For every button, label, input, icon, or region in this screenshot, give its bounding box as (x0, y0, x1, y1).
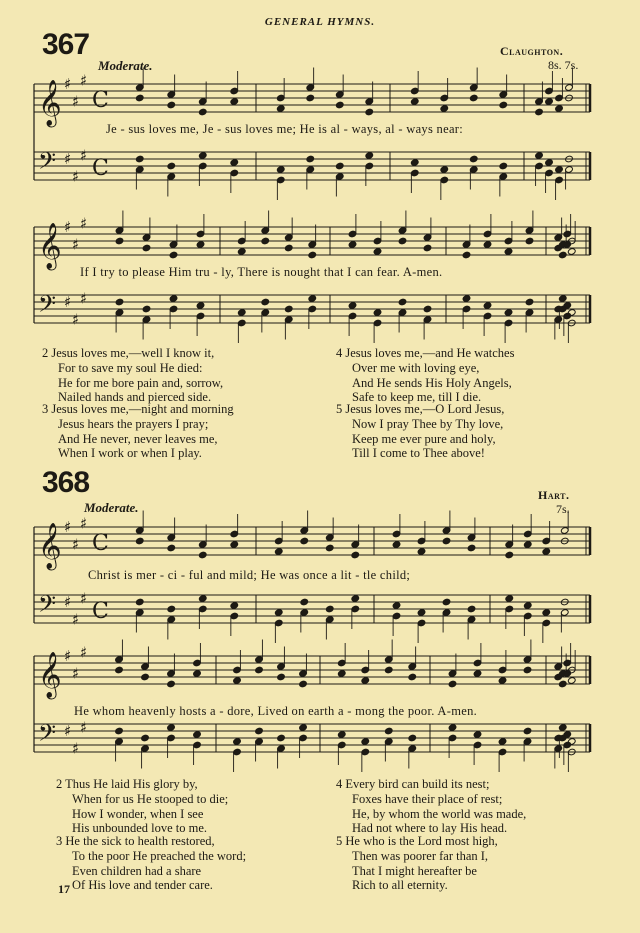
note-head (483, 241, 492, 249)
verse-line: Even children had a share (72, 863, 202, 878)
note-head (558, 295, 567, 303)
note-head (198, 551, 207, 559)
note-head (198, 595, 207, 603)
note-head (365, 108, 374, 116)
verse-number: 2 (42, 346, 49, 360)
note-head (308, 295, 317, 303)
note-head (230, 98, 239, 106)
sharp-icon: ♯ (64, 150, 72, 168)
note-head (467, 605, 476, 613)
verse-line: Had not where to lay His head. (352, 821, 508, 836)
note-head (392, 541, 401, 549)
note-head (167, 724, 176, 732)
note-head (115, 727, 124, 735)
bass-clef-icon: 𝄢 (38, 290, 57, 323)
sharp-icon: ♯ (64, 75, 72, 93)
note-head (135, 537, 144, 545)
verse-line: Now I pray Thee by Thy love, (352, 416, 504, 431)
verse-number: 5 (336, 834, 343, 848)
note-head (555, 105, 564, 113)
note-head (135, 94, 144, 102)
note-head (473, 731, 482, 739)
note-head (167, 544, 176, 552)
note-head (230, 602, 239, 610)
note-head (525, 298, 534, 306)
note-head (408, 673, 417, 681)
verse-line: 5 He who is the Lord most high, (336, 834, 498, 848)
note-head (284, 305, 293, 313)
sharp-icon: ♯ (80, 146, 88, 165)
tempo-marking: Moderate. (98, 58, 153, 73)
note-head (417, 609, 426, 617)
note-head (442, 537, 451, 545)
note-head (558, 680, 567, 688)
note-head (567, 677, 576, 685)
verse (336, 402, 504, 461)
note-head (337, 731, 346, 739)
verse-line: Till I come to Thee above! (352, 446, 485, 461)
note-head (300, 537, 309, 545)
note-head (233, 677, 242, 685)
note-head (558, 724, 567, 732)
common-time-icon: C (92, 88, 109, 113)
note-head (398, 237, 407, 245)
note-head (325, 544, 334, 552)
verse-line: And He sends His Holy Angels, (352, 375, 512, 390)
note-head (169, 295, 178, 303)
note-head (255, 727, 264, 735)
note-head (300, 598, 309, 606)
note-head (398, 298, 407, 306)
verse (336, 777, 526, 836)
note-head (567, 248, 576, 256)
verse-line: Keep me ever pure and holy, (352, 431, 496, 446)
note-head (167, 162, 176, 170)
verse-line: Then was poorer far than I, (352, 848, 489, 863)
sharp-icon: ♯ (80, 289, 88, 308)
note-head (417, 548, 426, 556)
lyric-line: Christ is mer - ci - ful and mild; He was once a lit - tle child; (88, 568, 411, 582)
verse-line: To the poor He preached the word; (72, 848, 247, 863)
note-head (135, 598, 144, 606)
verse-line: 4 Jesus loves me,—and He watches (336, 346, 515, 360)
note-head (255, 666, 264, 674)
note-head (230, 541, 239, 549)
note-head (542, 548, 551, 556)
verse-line: When for us He stooped to die; (72, 791, 229, 806)
note-head (440, 166, 449, 174)
verse (42, 346, 223, 405)
note-head (261, 237, 270, 245)
note-head (198, 152, 207, 160)
note-head (142, 305, 151, 313)
verse-number: 4 (336, 777, 343, 791)
meter: 7s. (556, 502, 570, 516)
sharp-icon: ♯ (72, 610, 80, 629)
note-head (498, 677, 507, 685)
note-head (115, 298, 124, 306)
note-head (115, 237, 124, 245)
note-head (542, 609, 551, 617)
verse-line: Nailed hands and pierced side. (58, 390, 212, 405)
note-head (196, 302, 205, 310)
sharp-icon: ♯ (72, 92, 80, 111)
note-head (410, 98, 419, 106)
running-header: GENERAL HYMNS. (264, 16, 376, 28)
verse-line: Rich to all eternity. (352, 878, 448, 893)
note-head (523, 541, 532, 549)
note-head (325, 605, 334, 613)
sharp-icon: ♯ (64, 647, 72, 665)
note-head (193, 731, 202, 739)
verse-line: 3 Jesus loves me,—night and morning (42, 402, 234, 416)
note-head (384, 666, 393, 674)
note-head (142, 244, 151, 252)
note-head (141, 734, 150, 742)
note-head (523, 666, 532, 674)
music-system (30, 71, 598, 206)
note-head (169, 251, 178, 259)
verse-line: That I might hereafter be (352, 863, 477, 878)
note-head (563, 302, 572, 310)
note-head (499, 162, 508, 170)
verse-line: 4 Every bird can build its nest; (336, 777, 490, 791)
note-head (167, 605, 176, 613)
verse-line: Jesus hears the prayers I pray; (58, 416, 209, 431)
verse-line: He for me bore pain and, sorrow, (58, 375, 224, 390)
treble-clef-icon: 𝄞 (38, 80, 62, 126)
tempo-marking: Moderate. (84, 500, 139, 515)
note-head (448, 680, 457, 688)
note-head (373, 309, 382, 317)
note-head (274, 548, 283, 556)
lyric-line: He whom heavenly hosts a - dore, Lived on earth a - mong the poor. A-men. (74, 704, 478, 718)
note-head (545, 159, 554, 167)
meter: 8s. 7s. (548, 58, 579, 72)
verse-line: When I work or when I play. (58, 446, 202, 461)
note-head (276, 105, 285, 113)
verse-line: Safe to keep me, till I die. (352, 390, 482, 405)
note-head (274, 609, 283, 617)
note-head (373, 248, 382, 256)
verse-line: 5 Jesus loves me,—O Lord Jesus, (336, 402, 505, 416)
note-head (462, 251, 471, 259)
sharp-icon: ♯ (80, 214, 88, 233)
note-head (276, 166, 285, 174)
verse-number: 3 (42, 402, 49, 416)
note-head (284, 244, 293, 252)
bass-clef-icon: 𝄢 (38, 147, 57, 180)
sharp-icon: ♯ (64, 593, 72, 611)
treble-clef-icon: 𝄞 (38, 652, 62, 698)
verse-line: 3 He the sick to health restored, (56, 834, 215, 848)
hymn-number: 367 (42, 28, 90, 61)
note-head (483, 302, 492, 310)
common-time-icon: C (92, 156, 109, 181)
note-head (351, 595, 360, 603)
sharp-icon: ♯ (72, 535, 80, 554)
sharp-icon: ♯ (80, 718, 88, 737)
note-head (523, 602, 532, 610)
note-head (230, 159, 239, 167)
note-head (277, 673, 286, 681)
note-head (567, 738, 576, 746)
note-head (237, 248, 246, 256)
common-time-icon: C (92, 531, 109, 556)
note-head (167, 680, 176, 688)
tune-name: Hart. (538, 488, 570, 502)
lyric-line: Je - sus loves me, Je - sus loves me; He is al - ways, al - ways near: (106, 122, 464, 136)
verse-line: And He never, never leaves me, (58, 431, 218, 446)
note-head (261, 298, 270, 306)
treble-clef-icon: 𝄞 (38, 223, 62, 269)
note-head (277, 734, 286, 742)
note-head (299, 680, 308, 688)
note-head (365, 152, 374, 160)
bass-clef-icon: 𝄢 (38, 719, 57, 752)
note-head (233, 738, 242, 746)
sharp-icon: ♯ (72, 310, 80, 329)
note-head (563, 731, 572, 739)
note-head (306, 94, 315, 102)
note-head (469, 94, 478, 102)
note-head (141, 673, 150, 681)
note-head (308, 251, 317, 259)
note-head (523, 727, 532, 735)
note-head (505, 595, 514, 603)
verse-line: Foxes have their place of rest; (352, 791, 503, 806)
note-head (193, 670, 202, 678)
note-head (467, 544, 476, 552)
note-head (558, 251, 567, 259)
note-head (392, 602, 401, 610)
note-head (306, 155, 315, 163)
note-head (525, 237, 534, 245)
tune-name: Claughton. (500, 44, 564, 58)
common-time-icon: C (92, 599, 109, 624)
sharp-icon: ♯ (64, 218, 72, 236)
note-head (498, 738, 507, 746)
treble-clef-icon: 𝄞 (38, 523, 62, 569)
sharp-icon: ♯ (80, 514, 88, 533)
note-head (440, 105, 449, 113)
note-head (442, 598, 451, 606)
note-head (351, 551, 360, 559)
sharp-icon: ♯ (64, 293, 72, 311)
verse-line: His unbounded love to me. (72, 821, 208, 836)
note-head (299, 724, 308, 732)
note-head (545, 98, 554, 106)
verse-line: Over me with loving eye, (352, 360, 480, 375)
note-head (335, 101, 344, 109)
note-head (361, 677, 370, 685)
sharp-icon: ♯ (80, 643, 88, 662)
note-head (410, 159, 419, 167)
bass-clef-icon: 𝄢 (38, 590, 57, 623)
note-head (567, 309, 576, 317)
note-head (361, 738, 370, 746)
verse-number: 5 (336, 402, 343, 416)
note-head (196, 241, 205, 249)
verse (56, 834, 246, 893)
note-head (198, 108, 207, 116)
note-head (348, 241, 357, 249)
page-number: 17 (58, 882, 70, 896)
note-head (423, 244, 432, 252)
note-head (423, 305, 432, 313)
verse (56, 777, 228, 836)
verse-line: 2 Jesus loves me,—well I know it, (42, 346, 215, 360)
note-head (504, 309, 513, 317)
sharp-icon: ♯ (72, 739, 80, 758)
verse-number: 4 (336, 346, 343, 360)
verse-number: 3 (56, 834, 63, 848)
note-head (535, 152, 544, 160)
note-head (448, 724, 457, 732)
hymn-number: 368 (42, 466, 90, 499)
verse (336, 834, 498, 893)
note-head (135, 155, 144, 163)
note-head (499, 101, 508, 109)
note-head (462, 295, 471, 303)
note-head (115, 666, 124, 674)
verse-number: 2 (56, 777, 63, 791)
sharp-icon: ♯ (72, 167, 80, 186)
sharp-icon: ♯ (80, 71, 88, 90)
lyric-line: If I try to please Him tru - ly, There is nought that I can fear. A-men. (80, 265, 443, 279)
verse-line: For to save my soul He died: (58, 360, 203, 375)
sharp-icon: ♯ (64, 518, 72, 536)
note-head (384, 727, 393, 735)
note-head (469, 155, 478, 163)
sharp-icon: ♯ (72, 235, 80, 254)
sharp-icon: ♯ (72, 664, 80, 683)
verse-line: 2 Thus He laid His glory by, (56, 777, 198, 791)
music-system (30, 214, 598, 347)
note-head (335, 162, 344, 170)
note-head (504, 248, 513, 256)
sharp-icon: ♯ (64, 722, 72, 740)
note-head (555, 166, 564, 174)
note-head (348, 302, 357, 310)
verse (42, 402, 234, 461)
note-head (535, 108, 544, 116)
verse-line: Of His love and tender care. (72, 878, 213, 893)
note-head (237, 309, 246, 317)
verse-line: How I wonder, when I see (72, 806, 204, 821)
sharp-icon: ♯ (80, 589, 88, 608)
note-head (408, 734, 417, 742)
verse (336, 346, 514, 405)
verse-line: He, by whom the world was made, (352, 806, 527, 821)
note-head (473, 670, 482, 678)
note-head (337, 670, 346, 678)
note-head (505, 551, 514, 559)
note-head (167, 101, 176, 109)
